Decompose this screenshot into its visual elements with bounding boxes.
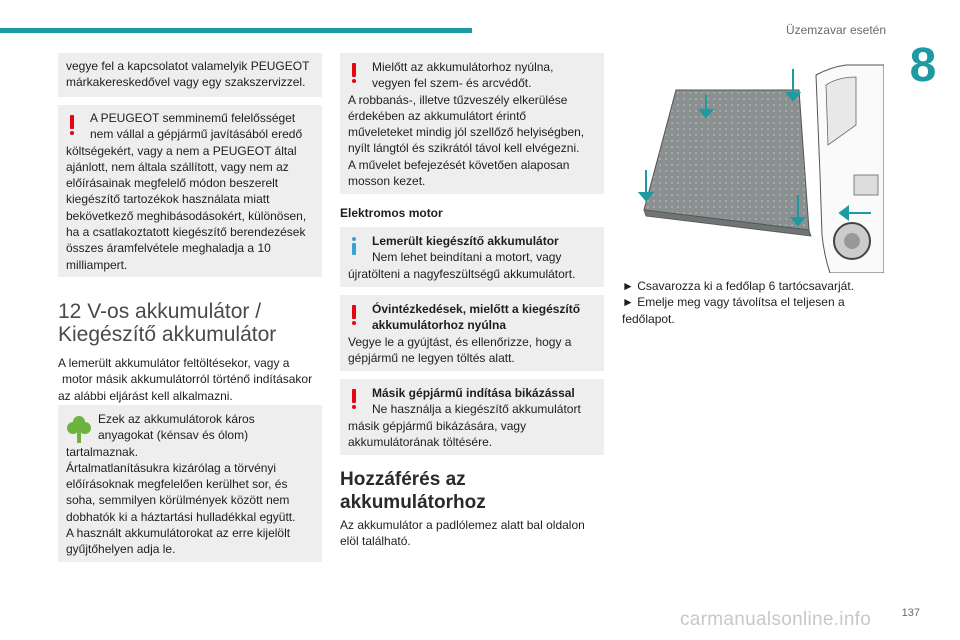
warning-icon (350, 305, 358, 325)
text-line: anyagokat (kénsav és ólom) (98, 428, 249, 443)
text-line: előírásoknak megfelelően kerülhet sor, és (66, 477, 288, 492)
text-line: nyílt lángtól és szikrától távol kell elvégezni. (348, 141, 580, 156)
subheading-electric-motor: Elektromos motor (340, 206, 443, 220)
text-line: kiegészítő tartozékok használata miatt (66, 192, 270, 207)
text-line: A használt akkumulátorokat az erre kijelölt (66, 526, 291, 541)
safety-warning-box (340, 53, 604, 194)
instruction-steps (622, 278, 892, 327)
top-accent-bar (0, 28, 472, 33)
text-line: dobhatók ki a háztartási hulladékkal együtt. (66, 509, 296, 524)
text-line: soha, semmilyen körülmények között nem (66, 493, 290, 508)
text-line: A művelet befejezését követően alaposan (348, 157, 570, 172)
text-line: bekövetkező meghibásodásokért, különösen, (66, 208, 307, 223)
step-1: ► Csavarozza ki a fedőlap 6 tartócsavarját. (622, 279, 854, 293)
warning-title: akkumulátorhoz nyúlna (372, 318, 507, 333)
text-line: összes áramfelvétele meghaladja a 10 (66, 241, 271, 256)
section-title-line: 12 V-os akkumulátor / (58, 300, 262, 323)
text-line: motor másik akkumulátorról történő indításakor (62, 372, 313, 387)
section-title-access (340, 468, 486, 514)
text-line: akkumulátorának töltésére. (348, 434, 493, 449)
text-line: elöl található. (340, 534, 411, 549)
section-title-line: akkumulátorhoz (340, 492, 486, 513)
text-line: A PEUGEOT semminemű felelősséget (90, 111, 296, 125)
watermark: carmanualsonline.info (680, 609, 872, 630)
warning-title: Óvintézkedések, mielőtt a kiegészítő (372, 302, 581, 316)
text-line: másik gépjármű bikázására, vagy (348, 418, 527, 433)
text-line: Nem lehet beindítani a motort, vagy (372, 250, 562, 265)
chapter-number: 8 (909, 39, 937, 92)
text-line: vegye fel a kapcsolatot valamelyik PEUGEOT (66, 59, 310, 73)
text-line: az alábbi eljárást kell alkalmazni. (58, 388, 233, 403)
precaution-warning-box (340, 295, 604, 371)
page-number: 137 (901, 607, 920, 619)
text-line: újratölteni a nagyfeszültségű akkumulátort. (348, 266, 576, 281)
warning-icon (350, 389, 358, 409)
text-line: Az akkumulátor a padlólemez alatt bal oldalon (340, 518, 585, 532)
info-icon (350, 237, 358, 255)
section-title-line: Hozzáférés az (340, 469, 466, 490)
text-line: Ezek az akkumulátorok káros (98, 412, 255, 426)
text-line: műveleteket mindig jól szellőző helyiségben, (348, 125, 585, 140)
text-line: Ne használja a kiegészítő akkumulátort (372, 402, 581, 417)
intro-text (58, 355, 322, 404)
section-title-line: Kiegészítő akkumulátor (58, 323, 277, 346)
contact-box (58, 53, 322, 97)
access-text (340, 517, 604, 550)
warning-title: Másik gépjármű indítása bikázással (372, 386, 575, 400)
text-line: ajánlott, nem általa szállított, vagy nem az (66, 159, 289, 174)
jumpstart-warning-box (340, 379, 604, 455)
text-line: érdekében az akkumulátort érintő (348, 108, 527, 123)
floor-panel-illustration (616, 55, 884, 273)
text-line: költségekért, vagy a nem a PEUGEOT által (66, 143, 297, 158)
step-2-continued: fedőlapot. (622, 311, 675, 326)
liability-warning-box (58, 105, 322, 277)
text-line: mosson kezet. (348, 174, 426, 189)
text-line: Mielőtt az akkumulátorhoz nyúlna, (372, 60, 554, 74)
text-line: gyűjtőhelyen adja le. (66, 542, 176, 557)
tree-icon (67, 414, 91, 444)
text-line: gépjármű ne legyen töltés alatt. (348, 350, 515, 365)
info-box-discharged (340, 227, 604, 287)
environment-box (58, 405, 322, 562)
step-2: ► Emelje meg vagy távolítsa el teljesen a (622, 295, 845, 310)
info-title: Lemerült kiegészítő akkumulátor (372, 234, 559, 248)
text-line: tartalmaznak. (66, 444, 139, 459)
header-title: Üzemzavar esetén (785, 23, 886, 37)
text-line: Ártalmatlanításukra kizárólag a törvényi (66, 460, 277, 475)
text-line: előírásainak megfelelő módon beszerelt (66, 176, 279, 191)
text-line: vegyen fel szem- és arcvédőt. (372, 76, 532, 91)
text-line: ha a csatlakoztatott kiegészítő berendezések (66, 225, 306, 240)
text-line: milliampert. (66, 257, 128, 272)
text-line: A lemerült akkumulátor feltöltésekor, vagy a (58, 356, 290, 370)
text-line: márkakereskedővel vagy egy szakszervizzel. (66, 75, 306, 90)
warning-icon (350, 63, 358, 83)
warning-icon (68, 115, 76, 135)
text-line: A robbanás-, illetve tűzveszély elkerülése (348, 92, 568, 107)
text-line: nem vállal a gépjármű javításából eredő (90, 127, 303, 142)
text-line: Vegye le a gyújtást, és ellenőrizze, hogy a (348, 334, 572, 349)
section-title-battery (58, 300, 276, 346)
